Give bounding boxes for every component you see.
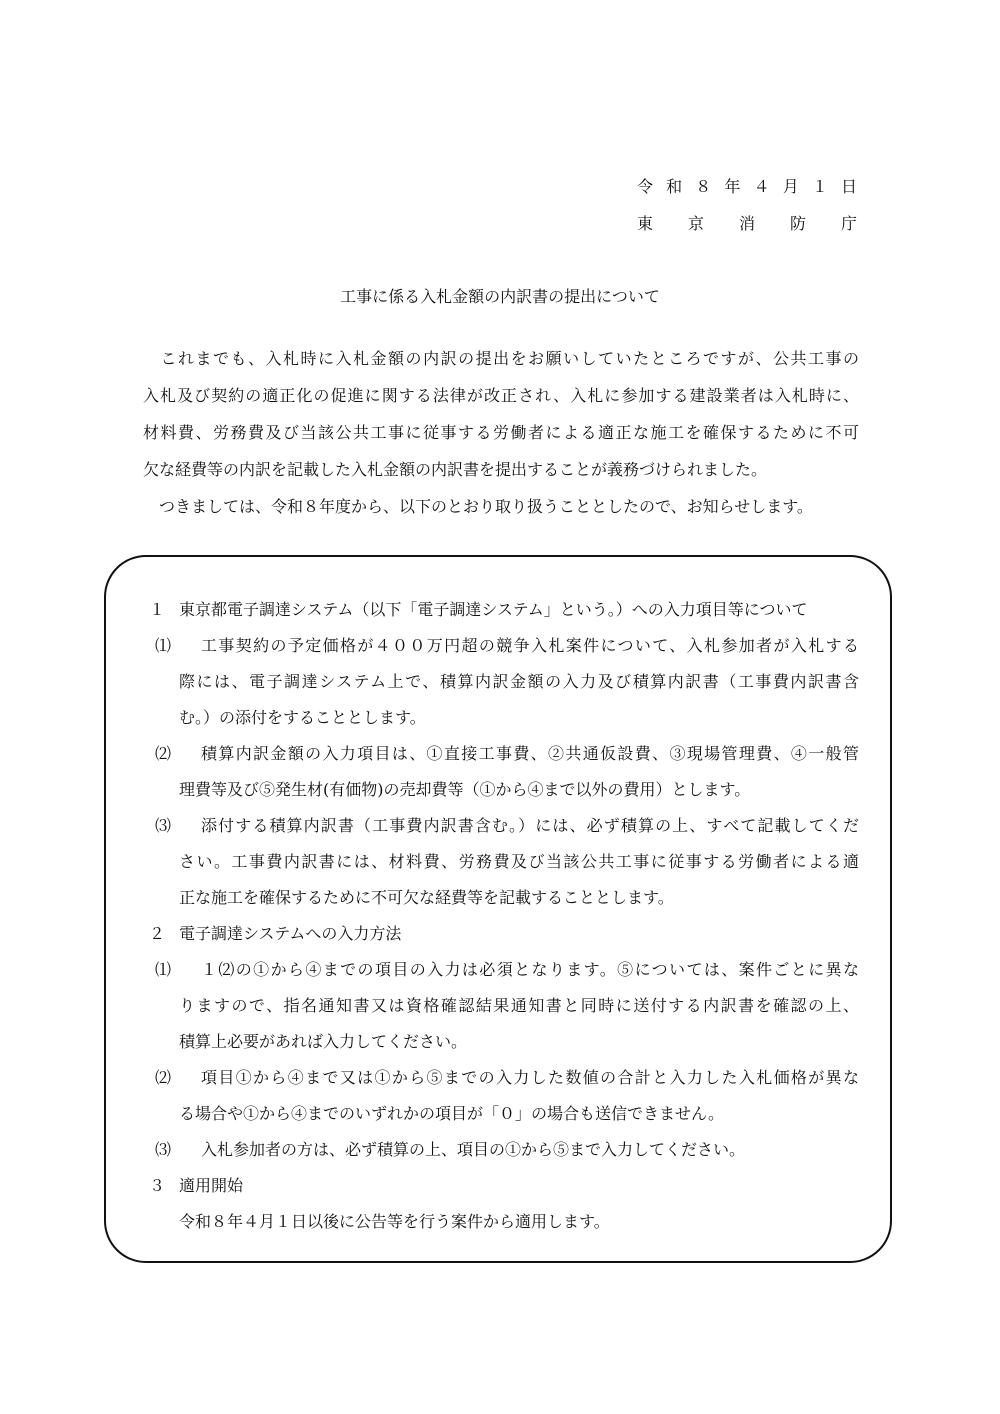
item-1-3 xyxy=(143,808,859,844)
document-title: 工事に係る入札金額の内訳書の提出について xyxy=(340,287,660,306)
item-line: 積算内訳金額の入力項目は、①直接工事費、②共通仮設費、③現場管理費、④一般管 xyxy=(201,744,859,763)
item-1-2-cont xyxy=(143,772,859,808)
intro-line: 欠な経費等の内訳を記載した入札金額の内訳書を提出することが義務づけられました。 xyxy=(143,460,768,479)
item-line: 添付する積算内訳書（工事費内訳書含む。）には、必ず積算の上、すべて記載してくだ xyxy=(201,816,859,835)
item-number: ⑶ xyxy=(155,1140,172,1159)
item-line: む。）の添付をすることとします。 xyxy=(179,708,426,727)
date-char: ８ xyxy=(695,177,712,196)
section-number: ２ xyxy=(149,924,166,943)
org-char: 東 xyxy=(637,214,654,233)
item-1-3-cont xyxy=(143,844,859,880)
section-3-heading xyxy=(143,1168,859,1204)
item-2-2 xyxy=(143,1060,859,1096)
section-body-text: 令和８年４月１日以後に公告等を行う案件から適用します。 xyxy=(179,1212,610,1231)
item-number: ⑴ xyxy=(155,636,172,655)
item-line: りますので、指名通知書又は資格確認結果通知書と同時に送付する内訳書を確認の上、 xyxy=(179,996,859,1015)
item-2-1-cont xyxy=(143,1024,859,1060)
section-title: 電子調達システムへの入力方法 xyxy=(179,924,402,943)
org-char: 防 xyxy=(789,214,806,233)
item-number: ⑶ xyxy=(155,816,172,835)
item-1-2 xyxy=(143,736,859,772)
item-2-3 xyxy=(143,1132,859,1168)
item-1-1-cont xyxy=(143,664,859,700)
issue-date xyxy=(637,174,857,197)
org-char: 京 xyxy=(687,214,704,233)
item-line: １⑵の①から④までの項目の入力は必須となります。⑤については、案件ごとに異な xyxy=(201,960,859,979)
section-1-heading xyxy=(143,592,859,628)
date-char: 令 xyxy=(637,177,654,196)
section-2-heading xyxy=(143,916,859,952)
item-number: ⑵ xyxy=(155,744,172,763)
item-1-3-cont xyxy=(143,880,859,916)
section-title: 適用開始 xyxy=(179,1176,244,1195)
intro-line: 材料費、労務費及び当該公共工事に従事する労働者による適正な施工を確保するために不可 xyxy=(143,423,859,442)
notice-content xyxy=(143,592,859,1240)
issuing-organization xyxy=(637,211,857,234)
date-char: １ xyxy=(811,177,828,196)
date-char: 月 xyxy=(782,177,799,196)
item-2-2-cont xyxy=(143,1096,859,1132)
date-char: 和 xyxy=(666,177,683,196)
item-2-1-cont xyxy=(143,988,859,1024)
date-char: 年 xyxy=(724,177,741,196)
item-line: 理費等及び⑤発生材(有価物)の売却費等（①から④まで以外の費用）とします。 xyxy=(179,780,751,799)
item-1-1 xyxy=(143,628,859,664)
item-line: 工事契約の予定価格が４００万円超の競争入札案件について、入札参加者が入札する xyxy=(201,636,859,655)
org-char: 庁 xyxy=(840,214,857,233)
date-char: ４ xyxy=(753,177,770,196)
item-line: 際には、電子調達システム上で、積算内訳金額の入力及び積算内訳書（工事費内訳書含 xyxy=(179,672,859,691)
intro-line: 入札及び契約の適正化の促進に関する法律が改正され、入札に参加する建設業者は入札時に、 xyxy=(143,386,859,405)
section-3-body xyxy=(143,1204,859,1240)
item-number: ⑴ xyxy=(155,960,172,979)
item-2-1 xyxy=(143,952,859,988)
intro-paragraph xyxy=(143,340,859,525)
item-line: 項目①から④まで又は①から⑤までの入力した数値の合計と入力した入札価格が異な xyxy=(201,1068,859,1087)
item-1-1-cont xyxy=(143,700,859,736)
item-line: 積算上必要があれば入力してください。 xyxy=(179,1032,468,1051)
item-number: ⑵ xyxy=(155,1068,172,1087)
section-number: ３ xyxy=(149,1176,166,1195)
intro-line: これまでも、入札時に入札金額の内訳の提出をお願いしていたところですが、公共工事の xyxy=(143,349,859,368)
item-line: 正な施工を確保するために不可欠な経費等を記載することとします。 xyxy=(179,888,674,907)
item-line: さい。工事費内訳書には、材料費、労務費及び当該公共工事に従事する労働者による適 xyxy=(179,852,859,871)
intro-line: つきましては、令和８年度から、以下のとおり取り扱うこととしたので、お知らせします。 xyxy=(143,497,813,516)
item-line: 入札参加者の方は、必ず積算の上、項目の①から⑤まで入力してください。 xyxy=(201,1140,746,1159)
item-line: る場合や①から④までのいずれかの項目が「０」の場合も送信できません。 xyxy=(179,1104,724,1123)
org-char: 消 xyxy=(738,214,755,233)
section-title: 東京都電子調達システム（以下「電子調達システム」という。）への入力項目等について xyxy=(179,600,808,619)
date-char: 日 xyxy=(840,177,857,196)
section-number: １ xyxy=(149,600,166,619)
